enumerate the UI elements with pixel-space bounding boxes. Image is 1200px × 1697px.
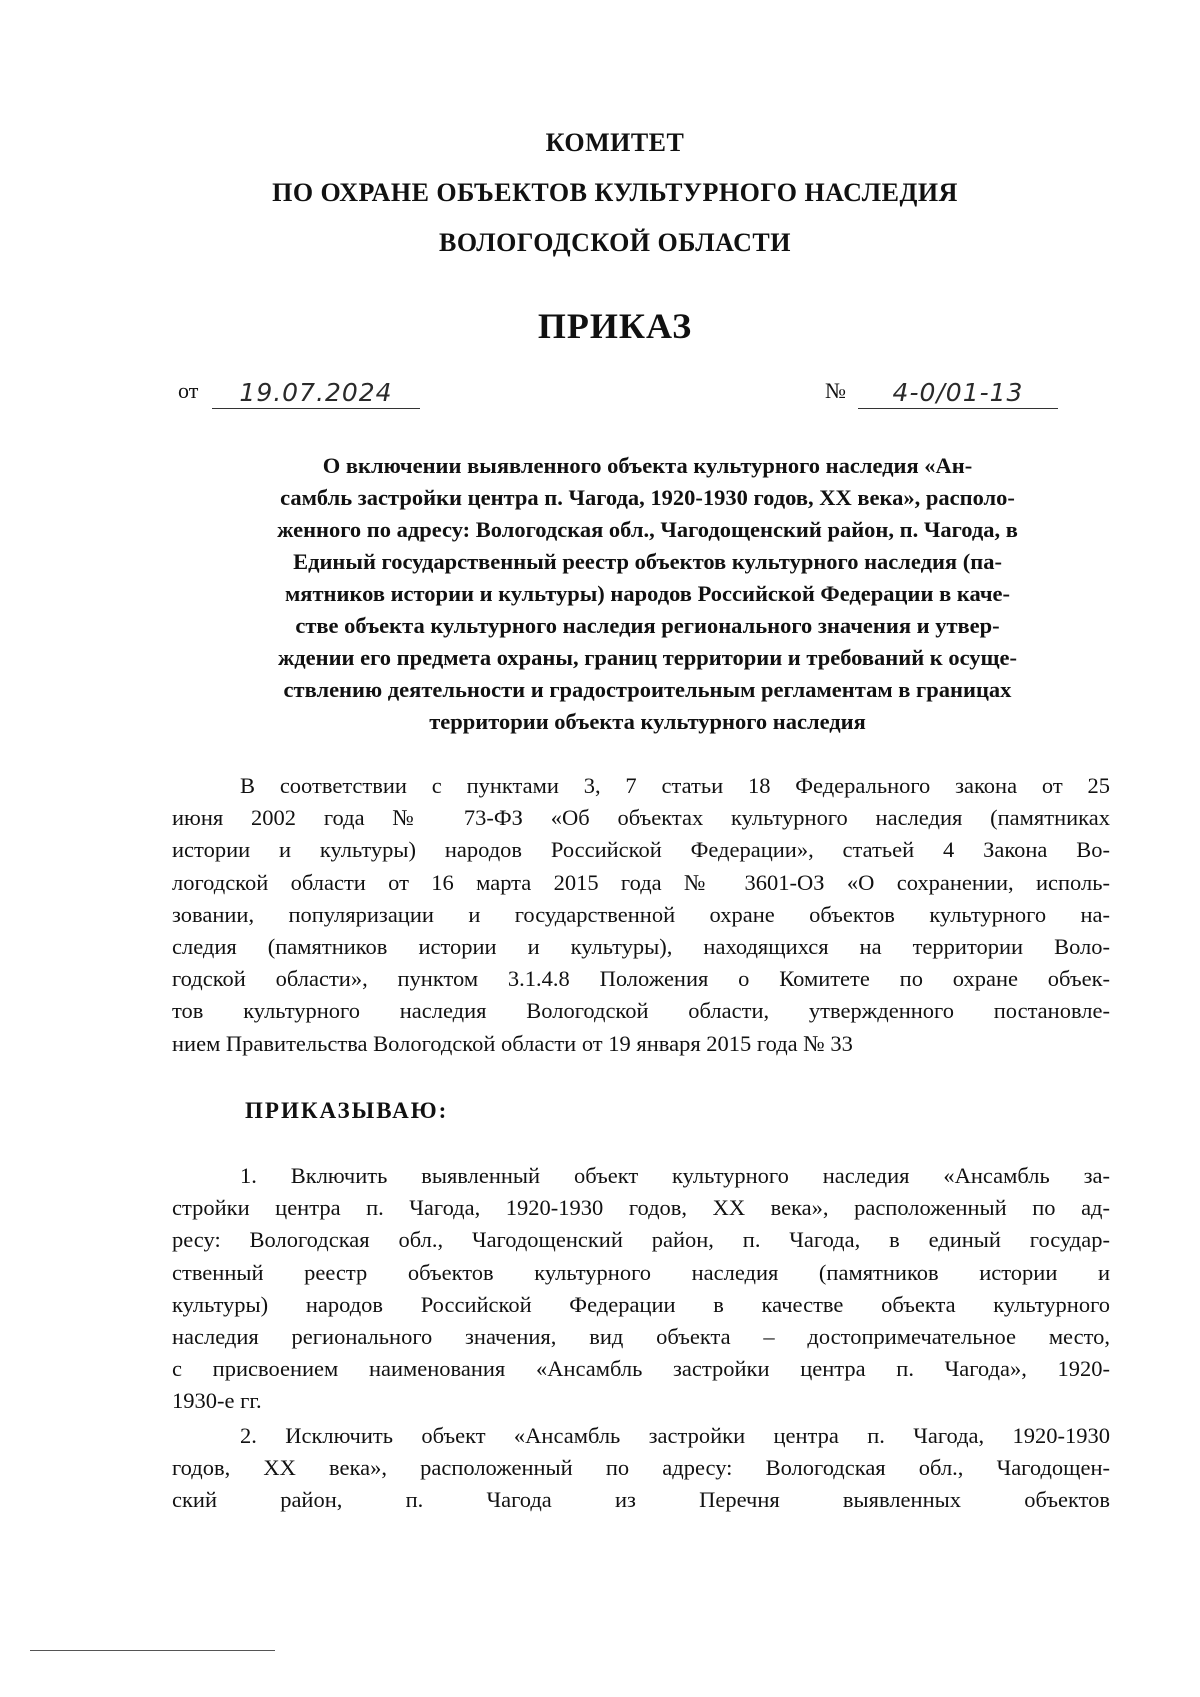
item-2-line: 2. Исключить объект «Ансамбль застройки центра п. Чагода, 1920-1930 bbox=[240, 1423, 1110, 1448]
date-label bbox=[178, 378, 204, 404]
preamble-line: нием Правительства Вологодской области от 19 января 2015 года № 33 bbox=[172, 1030, 853, 1056]
preamble-line: зовании, популяризации и государственной охране объектов культурного на- bbox=[172, 901, 1110, 927]
preamble-line: истории и культуры) народов Российской Федерации», статьей 4 Закона Во- bbox=[172, 837, 1110, 863]
committee-title-line-2: ПО ОХРАНЕ ОБЪЕКТОВ КУЛЬТУРНОГО НАСЛЕДИЯ bbox=[272, 178, 958, 207]
preamble-line: годской области», пунктом 3.1.4.8 Положения о Комитете по охране объек- bbox=[172, 966, 1110, 992]
handwritten-date: 19.07.2024 bbox=[212, 378, 420, 409]
item-1-line: культуры) народов Российской Федерации в качестве объекта культурного bbox=[172, 1291, 1110, 1317]
footnote-divider bbox=[30, 1650, 275, 1651]
order-title bbox=[190, 450, 1105, 738]
item-1-line: с присвоением наименования «Ансамбль застройки центра п. Чагода», 1920- bbox=[172, 1356, 1110, 1382]
item-2-line: годов, XX века», расположенный по адресу: Вологодская обл., Чагодощен- bbox=[172, 1455, 1110, 1481]
item-1-line: наследия регионального значения, вид объекта – достопримечательное место, bbox=[172, 1324, 1110, 1350]
item-1-line: ственный реестр объектов культурного наследия (памятников истории и bbox=[172, 1259, 1110, 1285]
handwritten-order-number: 4-0/01-13 bbox=[858, 378, 1058, 409]
title-line: самбль застройки центра п. Чагода, 1920-1930 годов, XX века», располо- bbox=[280, 485, 1015, 510]
title-line: стве объекта культурного наследия регионального значения и утвер- bbox=[295, 613, 1000, 638]
item-2-line: ский район, п. Чагода из Перечня выявленных объектов bbox=[172, 1487, 1110, 1513]
number-label bbox=[825, 378, 846, 404]
preamble-paragraph bbox=[172, 770, 1110, 1060]
item-1-line: 1. Включить выявленный объект культурного наследия «Ансамбль за- bbox=[240, 1163, 1110, 1188]
order-keyword: ПРИКАЗЫВАЮ: bbox=[245, 1098, 449, 1123]
order-item-1 bbox=[172, 1160, 1110, 1418]
committee-title-line-3: ВОЛОГОДСКОЙ ОБЛАСТИ bbox=[439, 228, 791, 257]
order-item-2 bbox=[172, 1420, 1110, 1517]
document-type-heading: ПРИКАЗ bbox=[537, 306, 693, 346]
title-line: мятников истории и культуры) народов Российской Федерации в каче- bbox=[284, 581, 1010, 606]
preamble-line: В соответствии с пунктами 3, 7 статьи 18 Федерального закона от 25 bbox=[240, 773, 1110, 798]
title-line: О включении выявленного объекта культурного наследия «Ан- bbox=[322, 453, 973, 478]
committee-title-line-1: КОМИТЕТ bbox=[545, 128, 685, 157]
item-1-line: 1930-е гг. bbox=[172, 1388, 262, 1414]
preamble-line: логодской области от 16 марта 2015 года № 3601-ОЗ «О сохранении, исполь- bbox=[172, 869, 1110, 895]
preamble-line: тов культурного наследия Вологодской области, утвержденного постановле- bbox=[172, 998, 1110, 1024]
item-1-line: стройки центра п. Чагода, 1920-1930 годов, XX века», расположенный по ад- bbox=[172, 1195, 1110, 1221]
title-line: территории объекта культурного наследия bbox=[429, 709, 866, 734]
title-line: Единый государственный реестр объектов культурного наследия (па- bbox=[293, 549, 1002, 574]
number-prefix: № bbox=[825, 378, 846, 403]
title-line: женного по адресу: Вологодская обл., Чагодощенский район, п. Чагода, в bbox=[277, 517, 1018, 542]
title-line: ждении его предмета охраны, границ территории и требований к осуще- bbox=[277, 645, 1018, 670]
title-line: ствлению деятельности и градостроительным регламентам в границах bbox=[283, 677, 1012, 702]
date-prefix: от bbox=[178, 378, 199, 403]
item-1-line: ресу: Вологодская обл., Чагодощенский район, п. Чагода, в единый государ- bbox=[172, 1227, 1110, 1253]
preamble-line: следия (памятников истории и культуры), находящихся на территории Воло- bbox=[172, 934, 1110, 960]
preamble-line: июня 2002 года № 73-ФЗ «Об объектах культурного наследия (памятниках bbox=[172, 805, 1110, 831]
